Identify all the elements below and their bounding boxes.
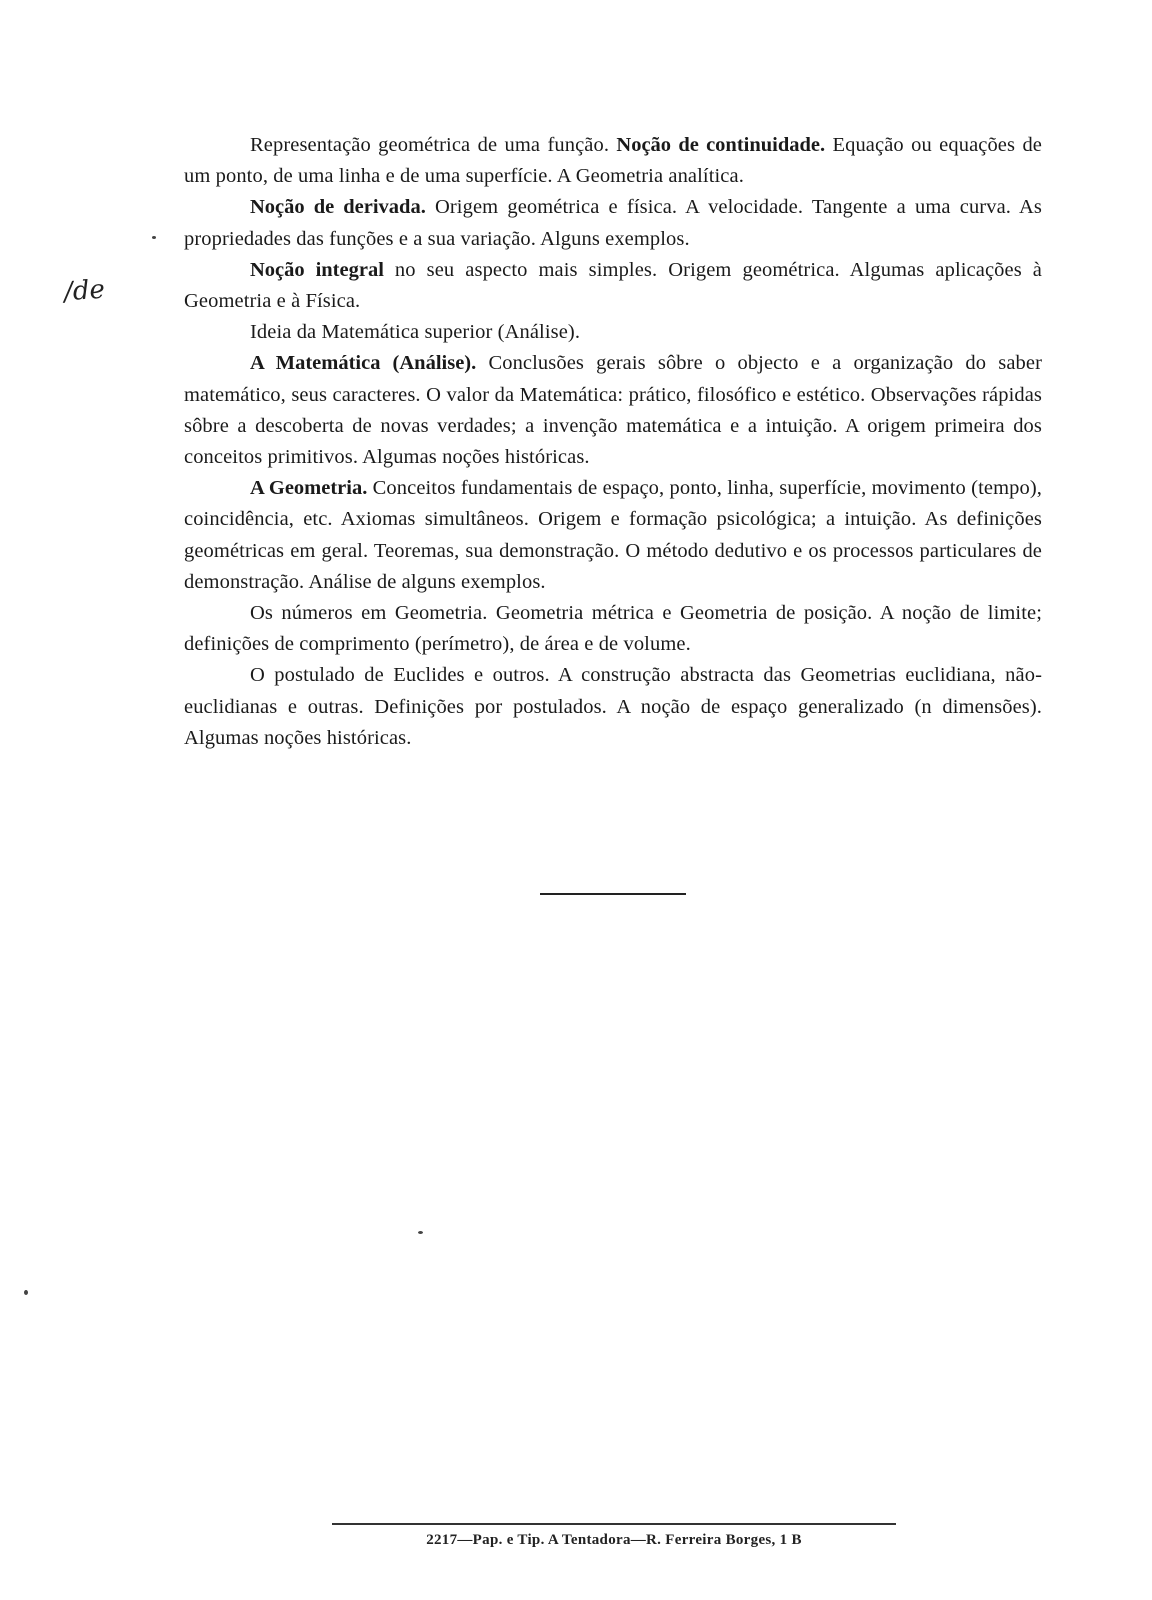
- paragraph-text: Representação geométrica de uma função.: [250, 134, 617, 156]
- footer-rule: [332, 1523, 896, 1525]
- paragraph-text: Os números em Geometria. Geometria métrica e Geometria de posição. A noção de limite; definições de comprimento (perímetro), de área e de volume.: [184, 602, 1042, 656]
- handwritten-margin-note: /de: [63, 274, 106, 308]
- paragraph-text: O postulado de Euclides e outros. A construção abstracta das Geometrias euclidiana, não-euclidianas e outras. Definições por postulados. A noção de espaço generalizado (n dimensões). Algumas noções históricas.: [184, 664, 1042, 749]
- paragraph-text: Equação ou equações de um ponto, de uma linha e de uma superfície. A Geometria analítica.: [184, 134, 1042, 188]
- paragraph-text: Conceitos fundamentais de espaço, ponto, linha, superfície, movimento (tempo), coincidência, etc. Axiomas simultâneos. Origem e formação psicológica; a intuição. As definições geométricas em geral. Teoremas, sua demonstração. O método dedutivo e os processos particulares de demonstração. Análise de alguns exemplos.: [184, 477, 1042, 593]
- paragraph-numbers: [184, 598, 1042, 660]
- paragraph-heading: Noção de derivada.: [250, 196, 426, 219]
- print-speck: [152, 236, 156, 239]
- paragraph-heading: A Matemática (Análise).: [250, 352, 477, 375]
- paragraph-text: Ideia da Matemática superior (Análise).: [250, 321, 581, 344]
- paragraph-text: no seu aspecto mais simples. Origem geométrica. Algumas aplicações à Geometria e à Física.: [184, 258, 1042, 313]
- paragraph-continuity: [184, 130, 1042, 192]
- paragraph-euclid: [184, 660, 1042, 754]
- paragraph-text: Conclusões gerais sôbre o objecto e a organização do saber matemático, seus caracteres. O valor da Matemática: prático, filosófico e estético. Observações rápidas sôbre a descoberta de novas verdades; a invenção matemática e a intuição. A origem primeira dos conceitos primitivos. Algumas noções históricas.: [184, 352, 1042, 469]
- print-speck: [24, 1290, 28, 1295]
- paragraph-heading: A Geometria.: [250, 477, 368, 500]
- print-speck: [418, 1231, 423, 1234]
- paragraph-mathematics: [184, 348, 1042, 473]
- section-divider: [540, 893, 686, 895]
- paragraph-derivative: [184, 192, 1042, 254]
- paragraph-higher-math: [184, 317, 1042, 348]
- paragraph-heading: Noção de continuidade.: [616, 134, 826, 156]
- paragraph-text: Origem geométrica e física. A velocidade. Tangente a uma curva. As propriedades das funções e a sua variação. Alguns exemplos.: [184, 196, 1042, 250]
- paragraph-heading: Noção integral: [250, 258, 384, 281]
- body-text: [184, 130, 1042, 754]
- paragraph-geometry: [184, 473, 1042, 598]
- paragraph-integral: [184, 255, 1042, 317]
- printer-imprint: 2217—Pap. e Tip. A Tentadora—R. Ferreira Borges, 1 B: [426, 1532, 802, 1548]
